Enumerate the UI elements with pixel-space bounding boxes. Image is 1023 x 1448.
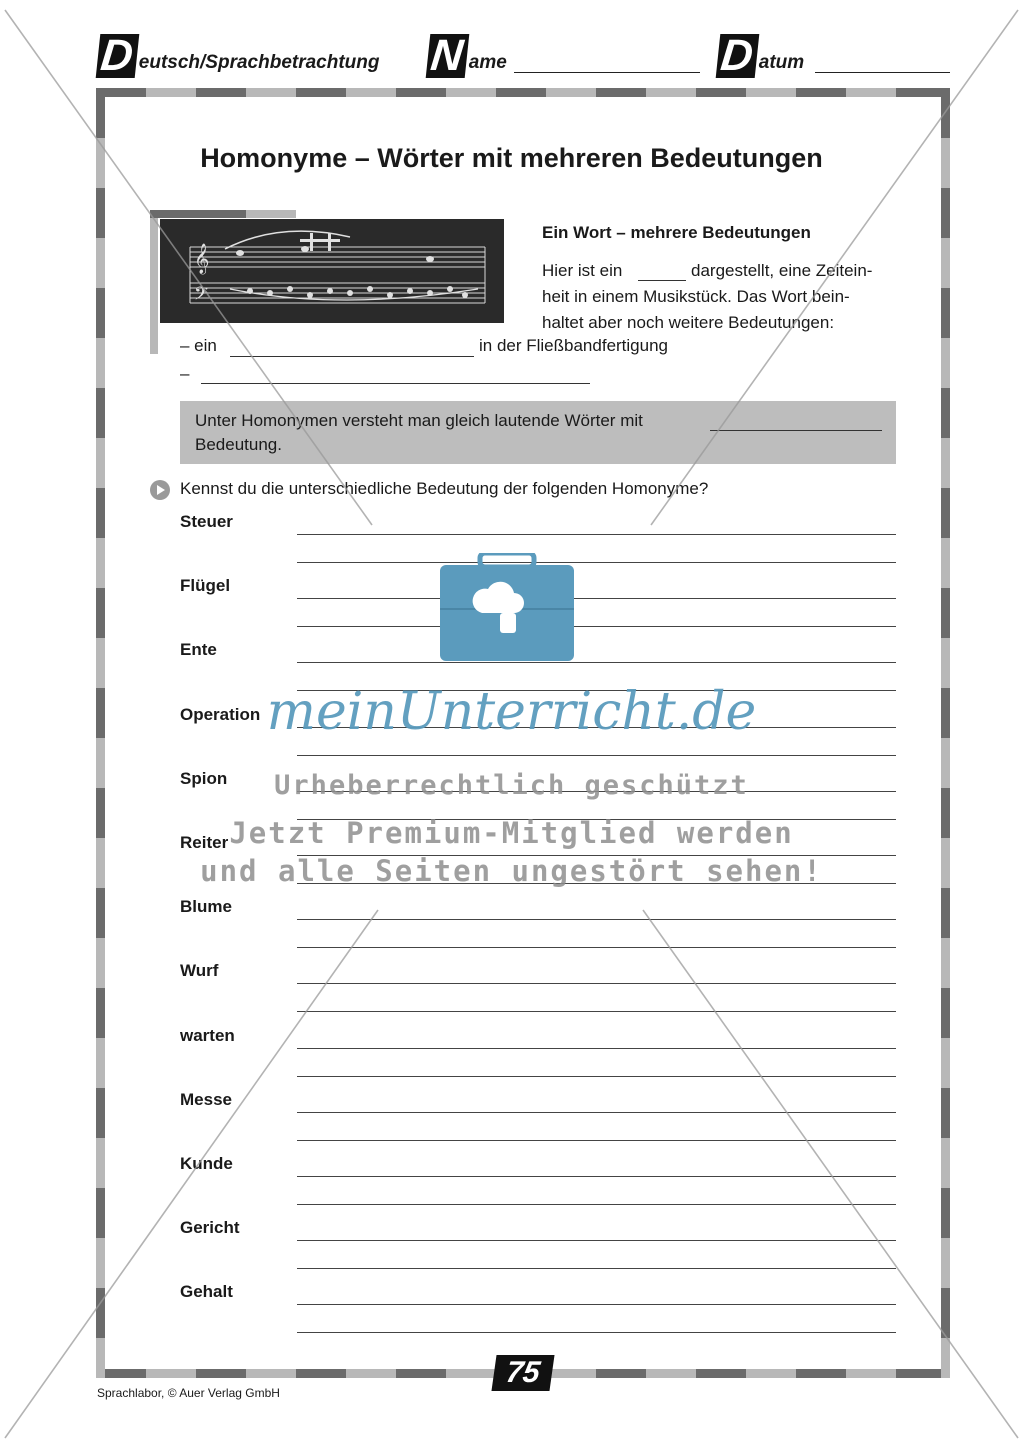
homonym-word: Steuer <box>180 512 233 531</box>
svg-text:𝄞: 𝄞 <box>194 244 210 274</box>
footer-credit: Sprachlabor, © Auer Verlag GmbH <box>97 1386 280 1400</box>
page-title: Homonyme – Wörter mit mehreren Bedeutungen <box>200 143 823 173</box>
homonym-word: Messe <box>180 1089 232 1109</box>
homonym-word: Gericht <box>180 1218 240 1238</box>
bullet1-start: – ein <box>180 336 217 355</box>
homonym-word: Ente <box>180 640 217 660</box>
homonym-word: Blume <box>180 897 232 917</box>
page-number: 75 <box>491 1355 554 1391</box>
date-label: atum <box>758 52 805 73</box>
briefcase-logo-icon <box>438 553 576 663</box>
watermark-line2: Jetzt Premium-Mitglied werden <box>229 816 794 850</box>
intro-line2: heit in einem Musikstück. Das Wort bein- <box>542 287 850 306</box>
homonym-word: Spion <box>180 768 228 788</box>
date-initial: D <box>716 34 759 78</box>
homonym-word: warten <box>180 1025 235 1045</box>
definition-line2: Bedeutung. <box>195 435 282 454</box>
name-initial: N <box>426 34 469 78</box>
definition-line1: Unter Homonymen versteht man gleich lautende Wörter mit <box>195 411 643 430</box>
watermark-line3: und alle Seiten ungestört sehen! <box>200 854 823 888</box>
homonym-word: Gehalt <box>180 1282 233 1302</box>
name-label: ame <box>468 52 507 73</box>
homonym-word: Operation <box>180 704 261 724</box>
intro-line3: haltet aber noch weitere Bedeutungen: <box>542 313 835 332</box>
intro-line1-start: Hier ist ein <box>542 261 623 280</box>
subject-label: eutsch/Sprachbetrachtung <box>138 52 380 73</box>
watermark-brand: meinUnterricht.de <box>266 682 757 742</box>
bullet1-end: in der Fließbandfertigung <box>479 336 669 355</box>
svg-text:𝄢: 𝄢 <box>194 284 209 309</box>
homonym-word: Flügel <box>180 576 231 596</box>
subject-initial: D <box>96 34 139 78</box>
intro-line1-end: dargestellt, eine Zeitein- <box>691 261 873 280</box>
watermark-line1: Urheberrechtlich geschützt <box>274 770 749 801</box>
homonym-word: Reiter <box>180 833 229 852</box>
task-text: Kennst du die unterschiedliche Bedeutung der folgenden Homonyme? <box>180 479 709 498</box>
homonym-word: Kunde <box>180 1154 233 1173</box>
homonym-word: Wurf <box>180 961 219 981</box>
intro-subtitle: Ein Wort – mehrere Bedeutungen <box>542 223 811 242</box>
bullet2-dash: – <box>180 364 190 383</box>
